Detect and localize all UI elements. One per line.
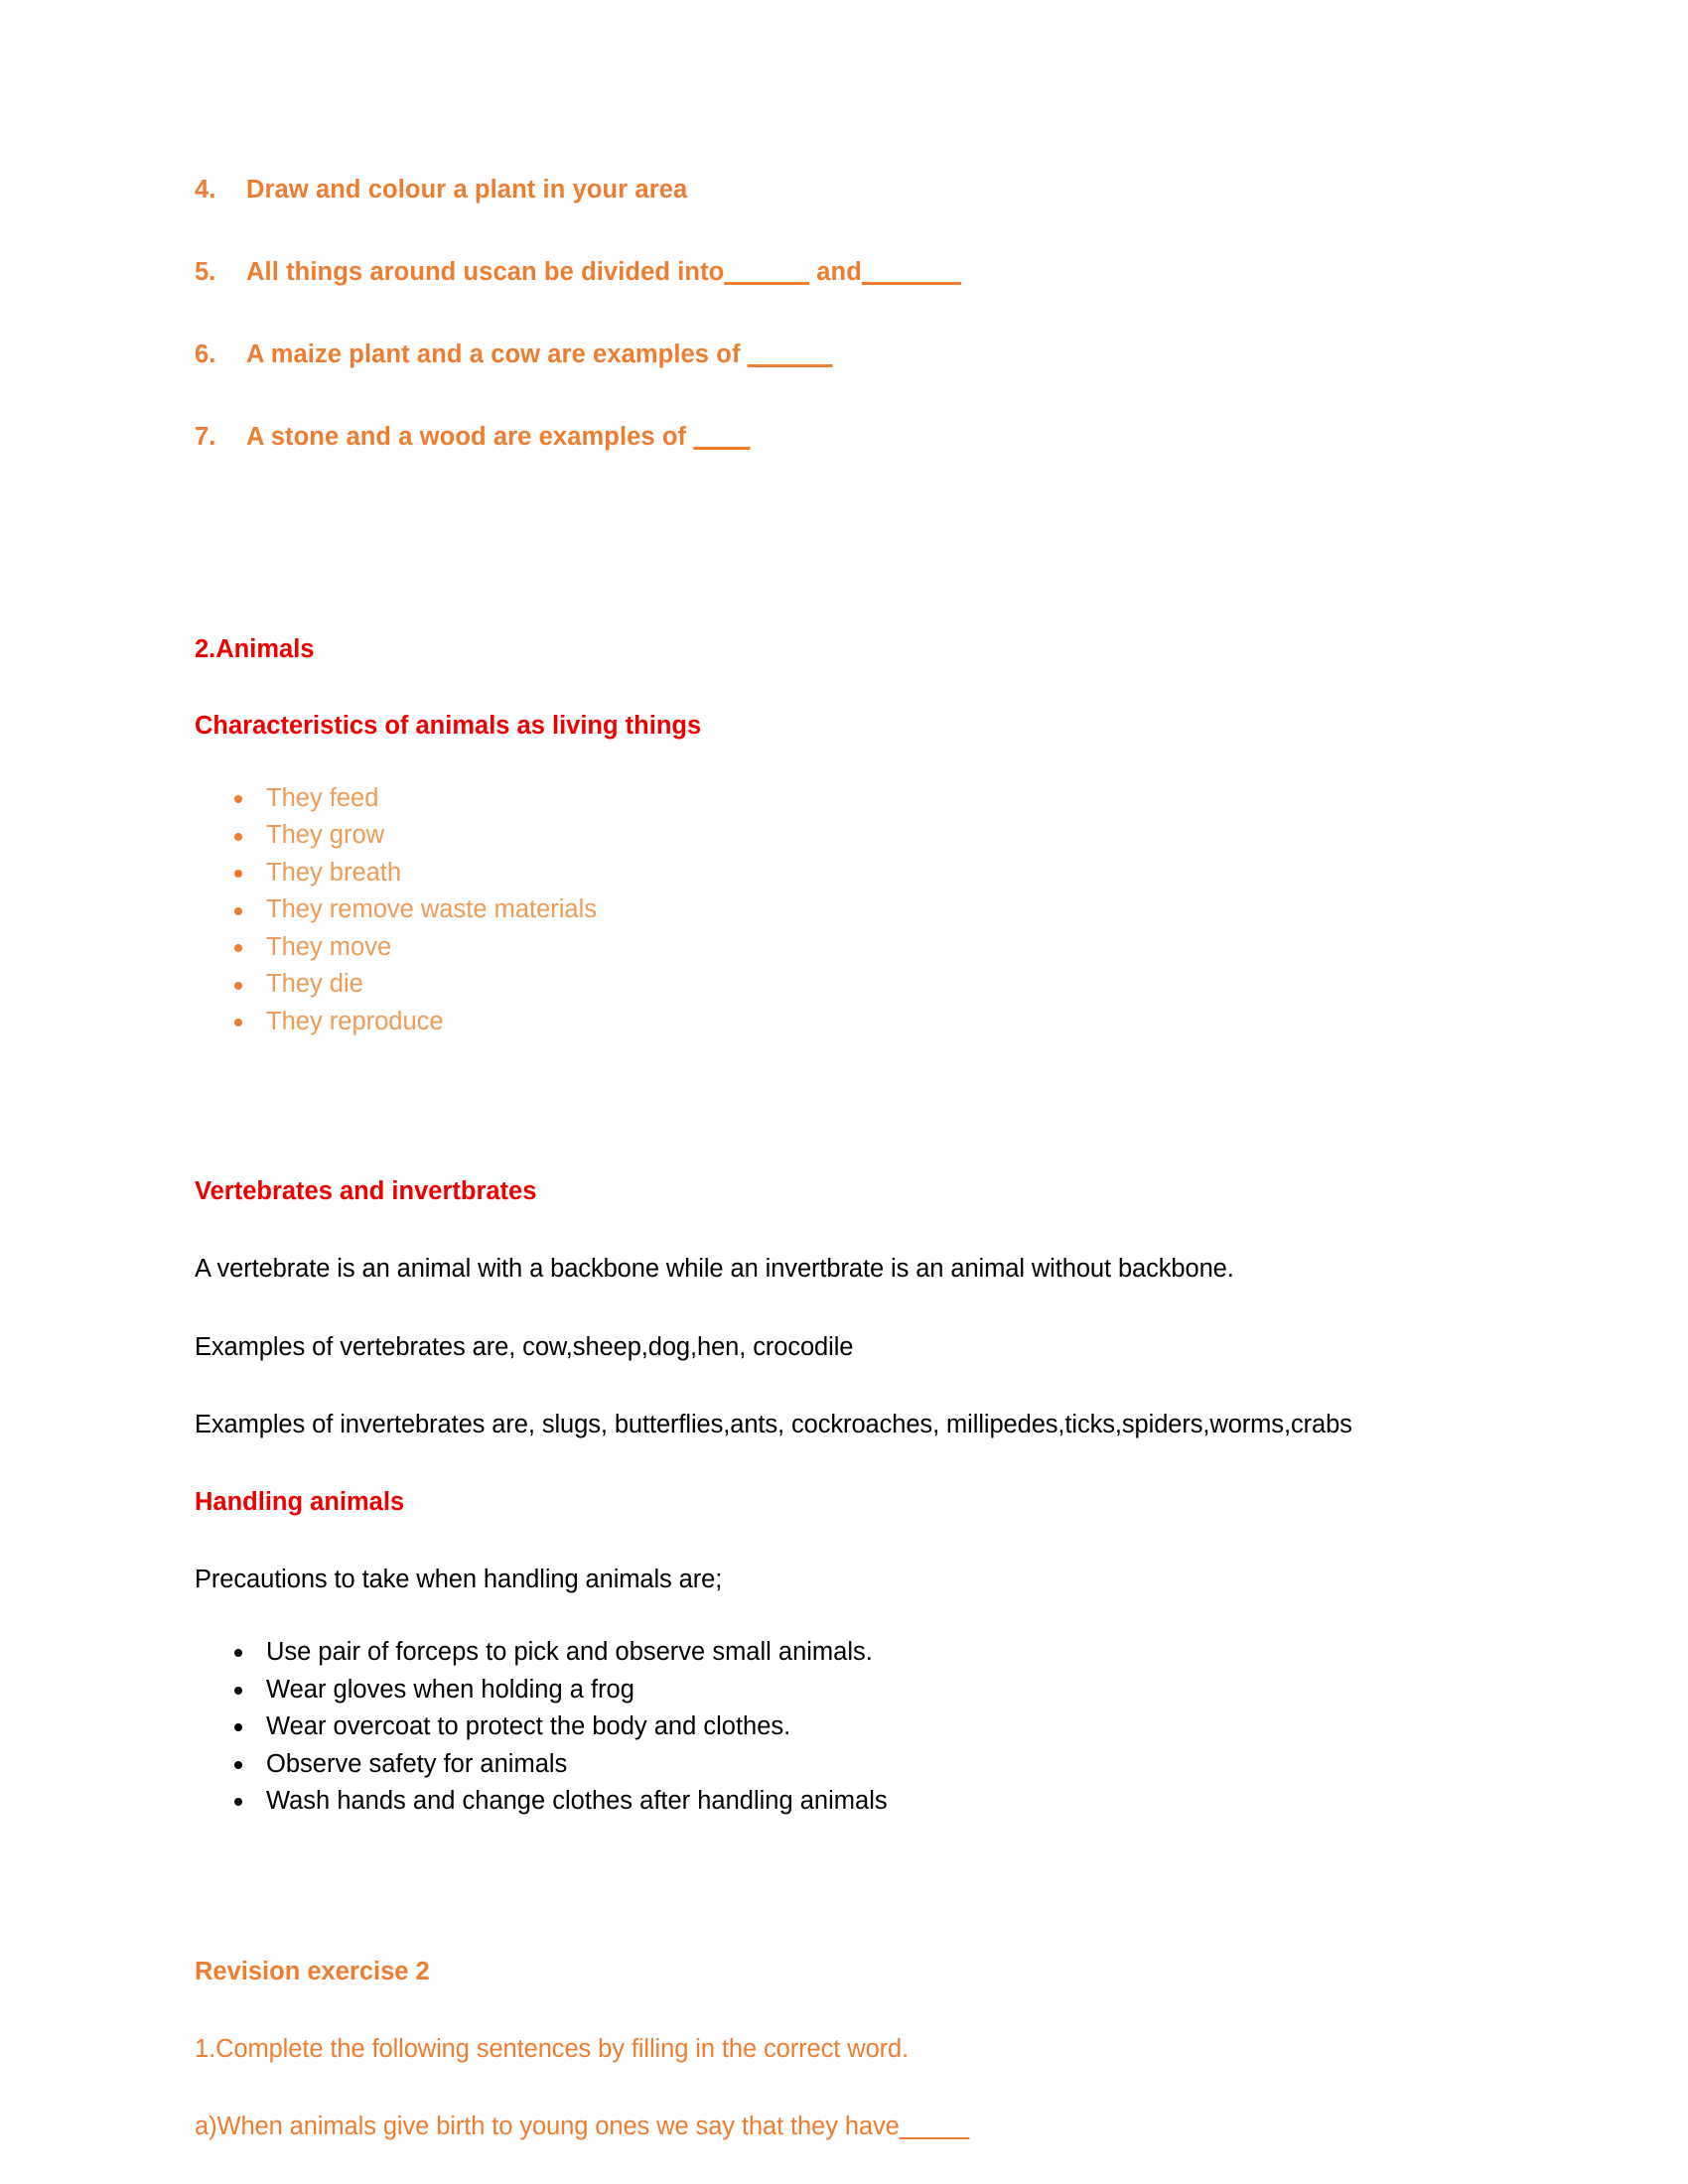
answer-blank: ____	[693, 423, 751, 452]
list-item	[195, 1714, 1476, 1740]
spacer	[195, 504, 1476, 633]
spacer	[195, 1596, 1476, 1640]
characteristics-list	[195, 783, 1476, 1035]
answer-blank: ______	[724, 258, 810, 287]
question-item	[195, 256, 1476, 289]
heading-revision-exercise: Revision exercise 2	[195, 1957, 430, 1985]
question-text: A maize plant and a cow are examples of	[246, 341, 748, 369]
list-item	[195, 1789, 1476, 1815]
list-item-label: They breath	[266, 858, 402, 887]
spacer	[195, 2066, 1476, 2110]
spacer	[195, 1519, 1476, 1563]
question-item	[195, 421, 1476, 454]
answer-blank: _____	[899, 2113, 970, 2141]
list-item-label: Use pair of forceps to pick and observe small animals.	[266, 1638, 873, 1667]
bullet-icon	[234, 1687, 242, 1695]
list-item	[195, 897, 1476, 923]
question-number: 7.	[195, 423, 216, 452]
list-item-label: They feed	[266, 783, 379, 812]
list-item	[195, 932, 1476, 961]
revision-instruction: 1.Complete the following sentences by filling in the correct word.	[195, 2034, 910, 2063]
list-item	[195, 1675, 1476, 1704]
bullet-icon	[234, 1649, 242, 1657]
list-item-label: They remove waste materials	[266, 895, 598, 924]
list-item	[195, 823, 1476, 849]
question-list	[195, 174, 1476, 455]
question-item	[195, 339, 1476, 371]
question-number: 5.	[195, 258, 216, 287]
revision-question-a-text: a)When animals give birth to young ones we say that they have	[195, 2113, 900, 2141]
list-item	[195, 972, 1476, 998]
section-heading-animals: 2.Animals	[195, 634, 315, 663]
spacer	[195, 1046, 1476, 1175]
list-item-label: Wash hands and change clothes after handling animals	[266, 1787, 888, 1816]
bullet-icon	[234, 833, 242, 841]
list-item	[195, 1749, 1476, 1778]
heading-characteristics: Characteristics of animals as living things	[195, 711, 702, 740]
bullet-icon	[234, 1019, 242, 1026]
revision-question-a	[195, 2110, 1476, 2143]
question-number: 4.	[195, 176, 216, 204]
list-item-label: They reproduce	[266, 1007, 444, 1035]
list-item-label: Observe safety for animals	[266, 1749, 568, 1778]
list-item-label: Wear overcoat to protect the body and clothes.	[266, 1712, 791, 1741]
handling-intro: Precautions to take when handling animals are;	[195, 1565, 723, 1593]
bullet-icon	[234, 870, 242, 878]
heading-handling-animals: Handling animals	[195, 1487, 405, 1516]
precautions-list	[195, 1640, 1476, 1815]
list-item	[195, 858, 1476, 887]
spacer	[195, 1988, 1476, 2032]
question-text: Draw and colour a plant in your area	[246, 176, 688, 204]
answer-blank: _______	[861, 258, 961, 287]
spacer	[195, 1442, 1476, 1486]
list-item	[195, 1640, 1476, 1666]
answer-blank: ______	[747, 341, 833, 369]
document-content	[195, 174, 1476, 2144]
list-item	[195, 783, 1476, 812]
examples-vertebrates: Examples of vertebrates are, cow,sheep,dog,hen, crocodile	[195, 1332, 854, 1361]
question-text: A stone and a wood are examples of	[246, 423, 694, 452]
spacer	[195, 1364, 1476, 1408]
spacer	[195, 1827, 1476, 1956]
list-item-label: They die	[266, 970, 363, 999]
examples-invertebrates: Examples of invertebrates are, slugs, butterflies,ants, cockroaches, millipedes,ticks,spiders,worms,crabs	[195, 1411, 1352, 1439]
spacer	[195, 743, 1476, 786]
list-item	[195, 1007, 1476, 1035]
bullet-icon	[234, 795, 242, 803]
list-item-label: They grow	[266, 821, 385, 850]
spacer	[195, 1208, 1476, 1252]
spacer	[195, 666, 1476, 710]
bullet-icon	[234, 982, 242, 990]
bullet-icon	[234, 907, 242, 915]
bullet-icon	[234, 1723, 242, 1731]
spacer	[195, 1287, 1476, 1330]
question-item	[195, 174, 1476, 206]
list-item-label: They move	[266, 932, 392, 961]
question-text-mid: and	[809, 258, 862, 287]
list-item-label: Wear gloves when holding a frog	[266, 1675, 634, 1704]
question-text: All things around uscan be divided into	[246, 258, 725, 287]
bullet-icon	[234, 1761, 242, 1769]
heading-vertebrates: Vertebrates and invertbrates	[195, 1177, 537, 1206]
question-number: 6.	[195, 341, 216, 369]
vertebrate-definition: A vertebrate is an animal with a backbone while an invertbrate is an animal without backbone.	[195, 1255, 1234, 1284]
bullet-icon	[234, 1798, 242, 1806]
bullet-icon	[234, 944, 242, 952]
